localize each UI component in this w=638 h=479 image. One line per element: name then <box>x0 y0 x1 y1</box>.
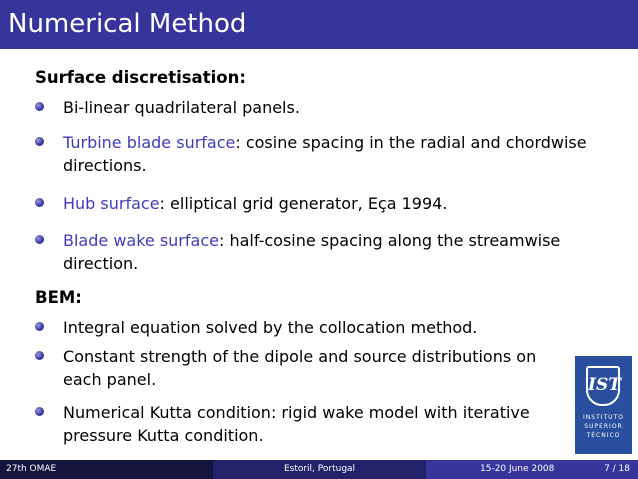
logo-text-line1: INSTITUTO <box>583 414 624 421</box>
item-text-continued: direction. <box>63 254 139 273</box>
ist-logo <box>575 356 632 454</box>
item-text: Turbine blade surface: cosine spacing in the radial and chordwise <box>63 133 587 152</box>
item-text: Constant strength of the dipole and source distributions on <box>63 347 537 366</box>
highlight-term: Blade wake surface <box>63 231 219 250</box>
item-text-continued: pressure Kutta condition. <box>63 426 264 445</box>
bullet-icon <box>35 102 44 111</box>
slide-title: Numerical Method <box>0 0 638 49</box>
item-text: Integral equation solved by the collocation method. <box>63 318 478 337</box>
footer-info <box>426 460 638 479</box>
section-heading-bem: BEM: <box>35 288 82 307</box>
highlight-term: Hub surface <box>63 194 160 213</box>
bullet-icon <box>35 407 44 416</box>
bullet-icon <box>35 137 44 146</box>
shield-icon: IST <box>586 366 620 406</box>
item-text: Blade wake surface: half-cosine spacing along the streamwise <box>63 231 561 250</box>
item-text: Hub surface: elliptical grid generator, Eça 1994. <box>63 194 448 213</box>
footer-conference: 27th OMAE <box>0 460 213 479</box>
page-number: 7 / 18 <box>604 464 630 474</box>
item-text: Numerical Kutta condition: rigid wake model with iterative <box>63 403 530 422</box>
highlight-term: Turbine blade surface <box>63 133 236 152</box>
footer-bar <box>0 460 638 479</box>
bullet-icon <box>35 322 44 331</box>
logo-text-line3: TÉCNICO <box>586 432 621 439</box>
item-text-continued: each panel. <box>63 370 157 389</box>
footer-date: 15-20 June 2008 <box>480 464 555 474</box>
bullet-icon <box>35 351 44 360</box>
item-text-continued: directions. <box>63 156 147 175</box>
logo-text-line2: SUPERIOR <box>584 423 623 430</box>
section-heading-surface: Surface discretisation: <box>35 68 246 87</box>
item-text: Bi-linear quadrilateral panels. <box>63 98 300 117</box>
bullet-icon <box>35 198 44 207</box>
bullet-icon <box>35 235 44 244</box>
footer-location: Estoril, Portugal <box>213 460 426 479</box>
